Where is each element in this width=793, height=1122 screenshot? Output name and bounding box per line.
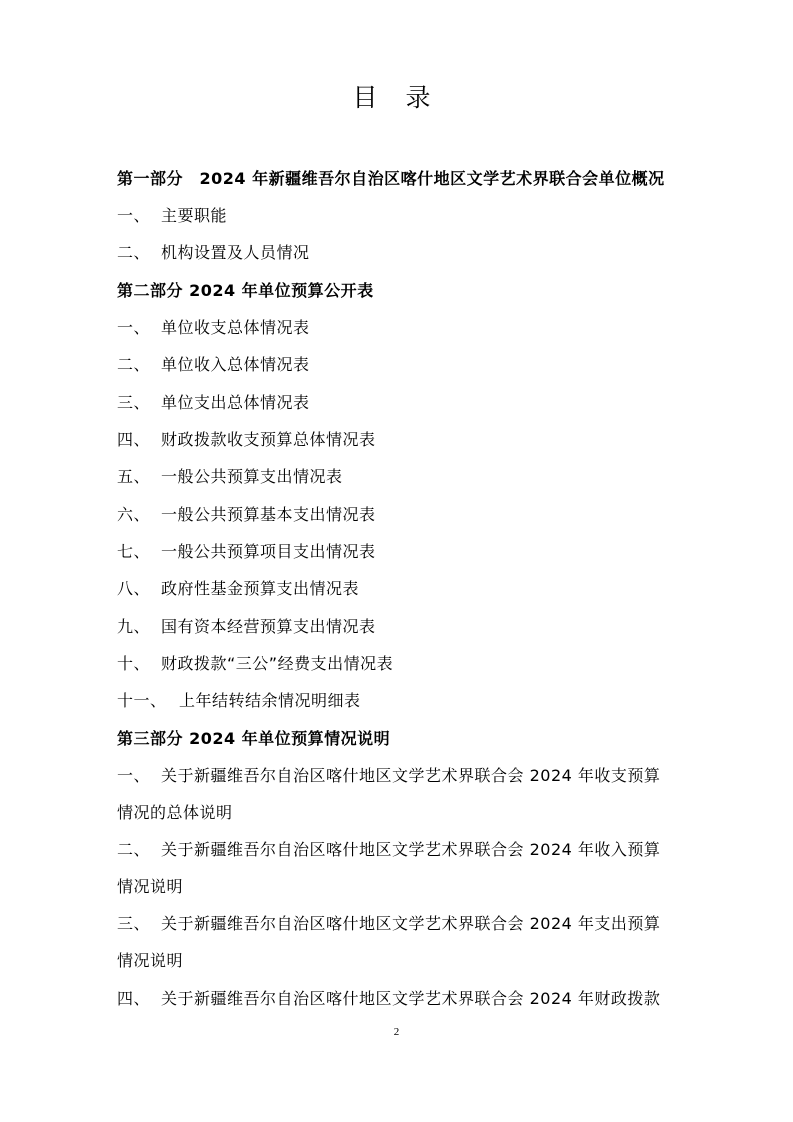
toc-item-number: 二、 — [117, 243, 151, 262]
toc-item-text: 机构设置及人员情况 — [161, 243, 310, 262]
toc-item-continuation: 情况说明 — [117, 877, 184, 896]
toc-item-number: 二、 — [117, 355, 151, 374]
toc-item-number: 三、 — [117, 914, 151, 933]
toc-item-text: 国有资本经营预算支出情况表 — [161, 617, 376, 636]
toc-item-number: 八、 — [117, 579, 151, 598]
toc-item-number: 二、 — [117, 840, 151, 859]
toc-item — [117, 317, 310, 339]
toc-part2-heading: 第二部分 2024 年单位预算公开表 — [117, 281, 374, 300]
toc-item — [117, 690, 361, 712]
toc-item-text: 单位支出总体情况表 — [161, 393, 310, 412]
toc-item-text: 关于新疆维吾尔自治区喀什地区文学艺术界联合会 2024 年支出预算 — [161, 914, 661, 933]
toc-item-number: 一、 — [117, 206, 151, 225]
toc-item — [117, 578, 359, 600]
toc-item-text: 一般公共预算项目支出情况表 — [161, 542, 376, 561]
toc-item-number: 四、 — [117, 989, 151, 1008]
toc-item-number: 五、 — [117, 467, 151, 486]
toc-item — [117, 616, 376, 638]
toc-item — [117, 541, 376, 563]
toc-item — [117, 988, 717, 1010]
toc-item — [117, 429, 376, 451]
toc-item — [117, 913, 717, 935]
toc-item-text: 一般公共预算基本支出情况表 — [161, 505, 376, 524]
toc-item-text: 一般公共预算支出情况表 — [161, 467, 343, 486]
toc-item — [117, 242, 310, 264]
toc-item — [117, 205, 227, 227]
toc-item-number: 九、 — [117, 617, 151, 636]
toc-item-number: 一、 — [117, 318, 151, 337]
toc-item-text: 上年结转结余情况明细表 — [179, 691, 361, 710]
toc-item-number: 六、 — [117, 505, 151, 524]
toc-item — [117, 504, 376, 526]
toc-item-continuation: 情况的总体说明 — [117, 803, 233, 822]
toc-item-number: 十一、 — [117, 691, 167, 710]
toc-item-number: 七、 — [117, 542, 151, 561]
toc-item-text: 单位收支总体情况表 — [161, 318, 310, 337]
toc-item — [117, 653, 393, 675]
toc-item-text: 财政拨款收支预算总体情况表 — [161, 430, 376, 449]
toc-item-number: 四、 — [117, 430, 151, 449]
toc-part1-heading: 第一部分 2024 年新疆维吾尔自治区喀什地区文学艺术界联合会单位概况 — [117, 169, 665, 188]
toc-item — [117, 466, 343, 488]
page-title: 目 录 — [352, 83, 441, 112]
toc-part3-heading: 第三部分 2024 年单位预算情况说明 — [117, 729, 391, 748]
toc-item — [117, 392, 310, 414]
toc-item — [117, 354, 310, 376]
toc-item-number: 一、 — [117, 766, 151, 785]
toc-item-text: 政府性基金预算支出情况表 — [161, 579, 360, 598]
toc-item-text: 主要职能 — [161, 206, 228, 225]
toc-item-text: 关于新疆维吾尔自治区喀什地区文学艺术界联合会 2024 年财政拨款 — [161, 989, 661, 1008]
toc-item-number: 三、 — [117, 393, 151, 412]
toc-item-number: 十、 — [117, 654, 151, 673]
toc-item-continuation: 情况说明 — [117, 951, 184, 970]
toc-item-text: 关于新疆维吾尔自治区喀什地区文学艺术界联合会 2024 年收支预算 — [161, 766, 661, 785]
page-number: 2 — [393, 1026, 400, 1038]
toc-item — [117, 839, 717, 861]
toc-item — [117, 765, 717, 787]
toc-item-text: 单位收入总体情况表 — [161, 355, 310, 374]
toc-item-text: 关于新疆维吾尔自治区喀什地区文学艺术界联合会 2024 年收入预算 — [161, 840, 661, 859]
toc-item-text: 财政拨款“三公”经费支出情况表 — [161, 654, 394, 673]
